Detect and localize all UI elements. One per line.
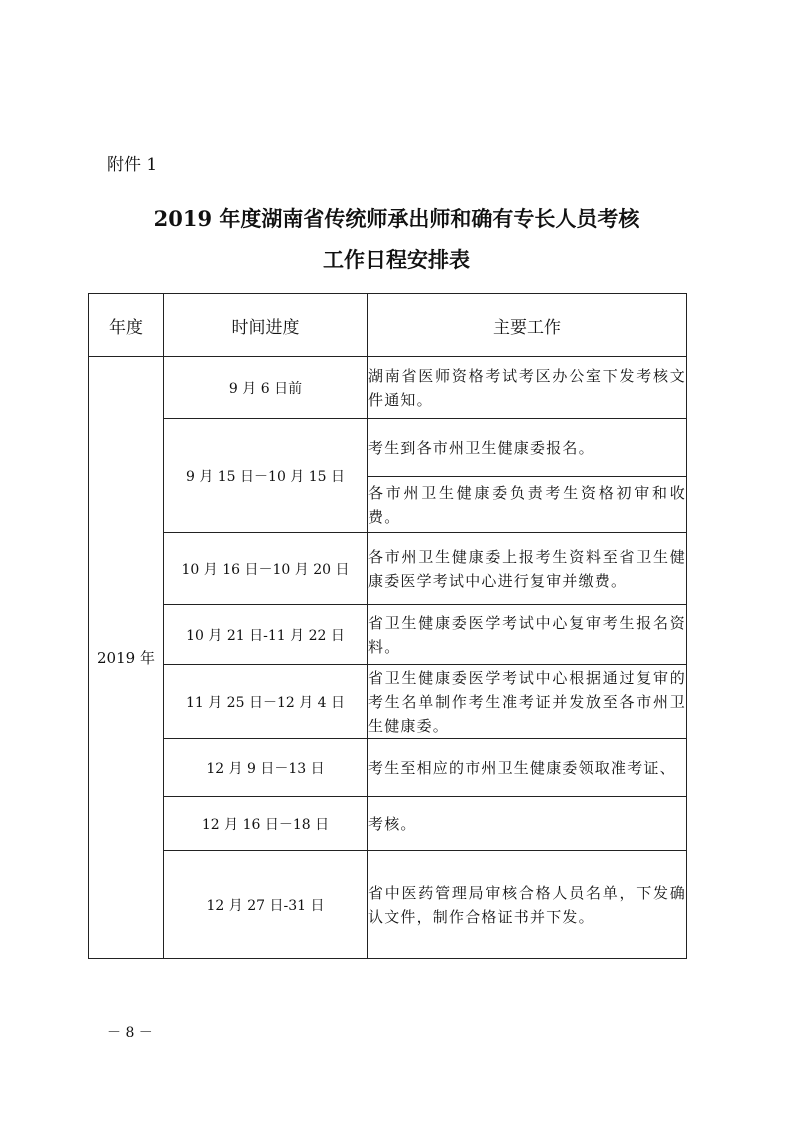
table-row <box>89 739 687 797</box>
time-cell: 12 月 9 日－13 日 <box>164 739 368 797</box>
work-cell: 各市州卫生健康委上报考生资料至省卫生健康委医学考试中心进行复审并缴费。 <box>368 533 687 605</box>
time-cell: 12 月 27 日-31 日 <box>164 851 368 959</box>
header-time: 时间进度 <box>164 294 368 357</box>
time-cell: 9 月 15 日－10 月 15 日 <box>164 419 368 533</box>
time-cell: 10 月 21 日-11 月 22 日 <box>164 605 368 665</box>
table-row <box>89 797 687 851</box>
work-cell: 考生至相应的市州卫生健康委领取准考证、 <box>368 739 687 797</box>
year-cell: 2019 年 <box>89 357 164 959</box>
work-cell: 省中医药管理局审核合格人员名单，下发确认文件，制作合格证书并下发。 <box>368 851 687 959</box>
table-row <box>89 357 687 419</box>
time-cell: 9 月 6 日前 <box>164 357 368 419</box>
table-row <box>89 533 687 605</box>
attachment-label: 附件 1 <box>107 155 158 175</box>
document-title-line-2: 工作日程安排表 <box>323 247 470 272</box>
table-row <box>89 419 687 477</box>
page-number: － 8 － <box>107 1025 153 1041</box>
table-row <box>89 851 687 959</box>
table-row <box>89 605 687 665</box>
schedule-table <box>88 293 687 959</box>
work-cell: 省卫生健康委医学考试中心根据通过复审的考生名单制作考生准考证并发放至各市州卫生健康委。 <box>368 665 687 739</box>
work-cell: 考生到各市州卫生健康委报名。 <box>368 419 687 477</box>
table-header-row <box>89 294 687 357</box>
work-cell: 各市州卫生健康委负责考生资格初审和收费。 <box>368 477 687 533</box>
work-cell: 省卫生健康委医学考试中心复审考生报名资料。 <box>368 605 687 665</box>
time-cell: 11 月 25 日－12 月 4 日 <box>164 665 368 739</box>
table-row <box>89 665 687 739</box>
header-work: 主要工作 <box>368 294 687 357</box>
header-year: 年度 <box>89 294 164 357</box>
work-cell: 考核。 <box>368 797 687 851</box>
time-cell: 12 月 16 日－18 日 <box>164 797 368 851</box>
document-title-line-1: 2019 年度湖南省传统师承出师和确有专长人员考核 <box>153 206 640 231</box>
time-cell: 10 月 16 日－10 月 20 日 <box>164 533 368 605</box>
work-cell: 湖南省医师资格考试考区办公室下发考核文件通知。 <box>368 357 687 419</box>
